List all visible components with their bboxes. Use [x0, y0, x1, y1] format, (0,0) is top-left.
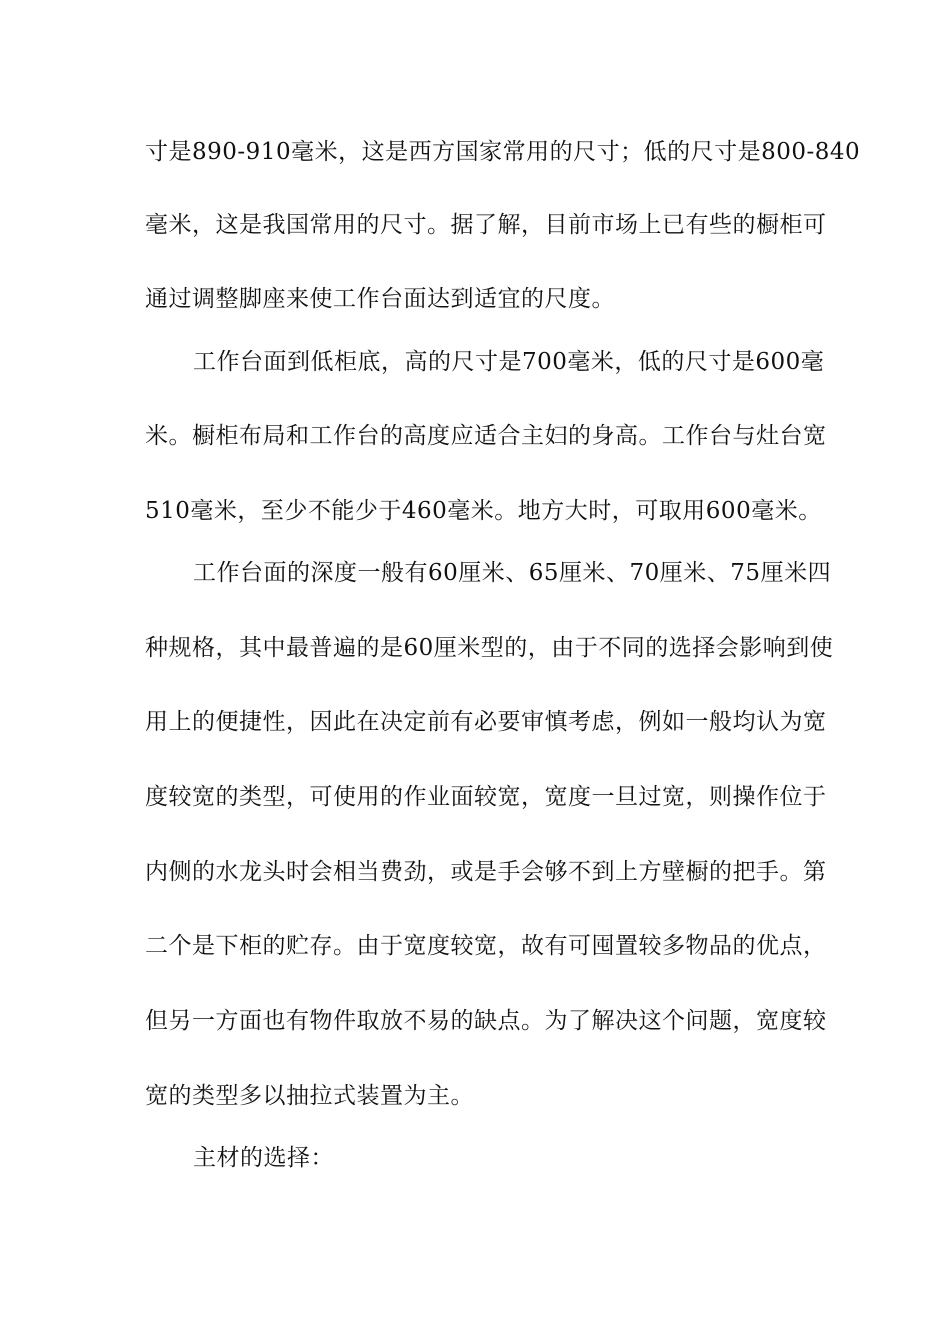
text-line: 但另一方面也有物件取放不易的缺点。为了解决这个问题，宽度较	[145, 1008, 827, 1034]
text-line: 工作台面的深度一般有60厘米、65厘米、70厘米、75厘米四	[193, 560, 832, 586]
text-line: 主材的选择：	[193, 1145, 334, 1171]
text-line: 510毫米，至少不能少于460毫米。地方大时，可取用600毫米。	[145, 498, 822, 524]
text-line: 内侧的水龙头时会相当费劲，或是手会够不到上方壁橱的把手。第	[145, 859, 827, 885]
text-line: 种规格，其中最普遍的是60厘米型的，由于不同的选择会影响到使	[145, 635, 834, 661]
text-line: 米。橱柜布局和工作台的高度应适合主妇的身高。工作台与灶台宽	[145, 423, 827, 449]
text-line: 用上的便捷性，因此在决定前有必要审慎考虑，例如一般均认为宽	[145, 709, 827, 735]
text-line: 寸是890-910毫米，这是西方国家常用的尺寸；低的尺寸是800-840	[145, 139, 861, 165]
text-line: 度较宽的类型，可使用的作业面较宽，宽度一旦过宽，则操作位于	[145, 784, 827, 810]
text-line: 工作台面到低柜底，高的尺寸是700毫米，低的尺寸是600毫	[193, 349, 825, 375]
text-line: 宽的类型多以抽拉式装置为主。	[145, 1083, 474, 1109]
text-line: 二个是下柜的贮存。由于宽度较宽，故有可囤置较多物品的优点，	[145, 933, 827, 959]
text-line: 毫米，这是我国常用的尺寸。据了解，目前市场上已有些的橱柜可	[145, 212, 827, 238]
text-line: 通过调整脚座来使工作台面达到适宜的尺度。	[145, 286, 615, 312]
